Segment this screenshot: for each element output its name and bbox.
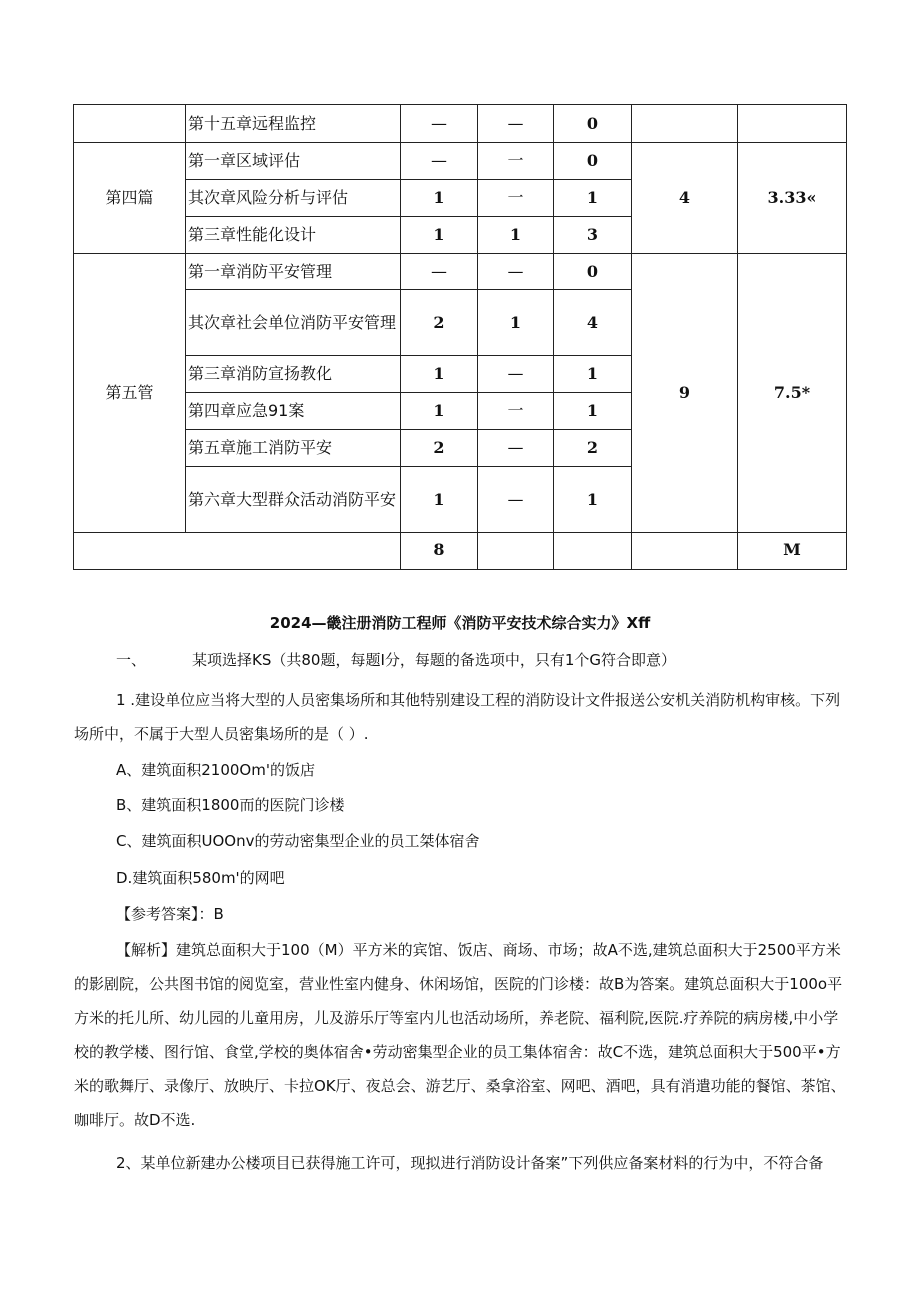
chapter-name: 第十五章远程监控 (186, 105, 401, 143)
cell-single: 2 (401, 290, 478, 356)
table-row (74, 105, 847, 143)
cell-single: 1 (401, 356, 478, 393)
chapter-name (186, 467, 401, 533)
question-1: 1 .建设单位应当将大型的人员密集场所和其他特别建设工程的消防设计文件报送公安机关消防机构审核。下列场所中，不属于大型人员密集场所的是（ ）. (74, 691, 841, 743)
chapter-text: 第六章大型群众活动消防平安 (188, 489, 397, 509)
chapter-text: 其次章社会单位消防平安管理 (188, 312, 397, 332)
chapter-name: 第三章消防宣扬教化 (186, 356, 401, 393)
cell-multi: 1 (478, 290, 554, 356)
cell-score: 1 (554, 356, 632, 393)
table-footer-row (74, 533, 847, 570)
cell-score: 0 (554, 105, 632, 143)
chapter-name: 其次章风险分析与评估 (186, 180, 401, 217)
chapter-name (186, 290, 401, 356)
section-name: 第五管 (74, 254, 186, 533)
footer-empty (554, 533, 632, 570)
cell-score: 1 (554, 393, 632, 430)
cell-multi: 1 (478, 217, 554, 254)
cell-single: 1 (401, 393, 478, 430)
cell-multi: — (478, 356, 554, 393)
cell-single: 1 (401, 217, 478, 254)
section-name: 第四篇 (74, 143, 186, 254)
option-c: C、建筑面积UOOnv的劳动密集型企业的员工桀体宿舍 (116, 832, 480, 850)
section-pct: 3.33« (738, 143, 847, 254)
cell-single: — (401, 105, 478, 143)
cell-single: — (401, 254, 478, 290)
chapter-name: 第三章性能化设计 (186, 217, 401, 254)
cell-multi: — (478, 254, 554, 290)
cell-pct (738, 105, 847, 143)
cell-multi: 一 (478, 180, 554, 217)
document-title: 2024—畿注册消防工程师《消防平安技术综合实力》Xff (269, 614, 651, 632)
section-heading (116, 649, 676, 670)
cell-single: 1 (401, 467, 478, 533)
section-text: 某项选择KS（共80题，每题I分，每题的备选项中，只有1个G符合即意） (192, 651, 677, 669)
chapter-name: 第一章消防平安管理 (186, 254, 401, 290)
section-pct: 7.5* (738, 254, 847, 533)
footer-total: 8 (401, 533, 478, 570)
section-total: 9 (632, 254, 738, 533)
cell-single: — (401, 143, 478, 180)
cell-single: 2 (401, 430, 478, 467)
cell-score: 0 (554, 254, 632, 290)
cell-multi: 一 (478, 393, 554, 430)
section-cell (74, 105, 186, 143)
footer-empty (632, 533, 738, 570)
section-number: 一、 (116, 651, 147, 669)
cell-single: 1 (401, 180, 478, 217)
option-a: A、建筑面积2100Om'的饭店 (116, 761, 315, 779)
chapter-name: 第四章应急91案 (186, 393, 401, 430)
footer-label-cell (74, 533, 401, 570)
question-2: 2、某单位新建办公楼项目已获得施工许可，现拟进行消防设计备案”下列供应备案材料的行为中，不符合备 (116, 1154, 824, 1172)
cell-total (632, 105, 738, 143)
cell-score: 4 (554, 290, 632, 356)
cell-multi: 一 (478, 143, 554, 180)
table-row (74, 143, 847, 180)
cell-multi: — (478, 430, 554, 467)
chapter-name: 第一章区域评估 (186, 143, 401, 180)
table-row (74, 254, 847, 290)
option-b: B、建筑面积1800而的医院门诊楼 (116, 796, 345, 814)
cell-score: 1 (554, 467, 632, 533)
cell-score: 0 (554, 143, 632, 180)
score-table (73, 104, 847, 570)
analysis-paragraph: 【解析】建筑总面积大于100（M）平方米的宾馆、饭店、商场、市场；故A不选,建筑总面积大于2500平方米的影剧院，公共图书馆的阅览室，营业性室内健身、休闲场馆，医院的门诊楼：故B为答案。建筑总面积大于100o平方米的托儿所、幼儿园的儿童用房，儿及游乐厅等室内儿也活动场所，养老院、福利院,医院.疗养院的病房楼,中小学校的教学楼、图行馆、食堂,学校的奥体宿舍•劳动密集型企业的员工集体宿舍：故C不选，建筑总面积大于500平•方米的歌舞厅、录像厅、放映厅、卡拉OK厅、夜总会、游艺厅、桑拿浴室、网吧、酒吧，具有消遣功能的餐馆、茶馆、咖啡厅。故D不选. (74, 941, 846, 1129)
cell-score: 1 (554, 180, 632, 217)
section-total: 4 (632, 143, 738, 254)
cell-multi: — (478, 105, 554, 143)
footer-empty (478, 533, 554, 570)
chapter-name: 第五章施工消防平安 (186, 430, 401, 467)
footer-pct: M (738, 533, 847, 570)
cell-score: 2 (554, 430, 632, 467)
cell-score: 3 (554, 217, 632, 254)
cell-multi: — (478, 467, 554, 533)
reference-answer: 【参考答案】：B (116, 905, 224, 923)
option-d: D.建筑面积580m'的网吧 (116, 869, 285, 887)
